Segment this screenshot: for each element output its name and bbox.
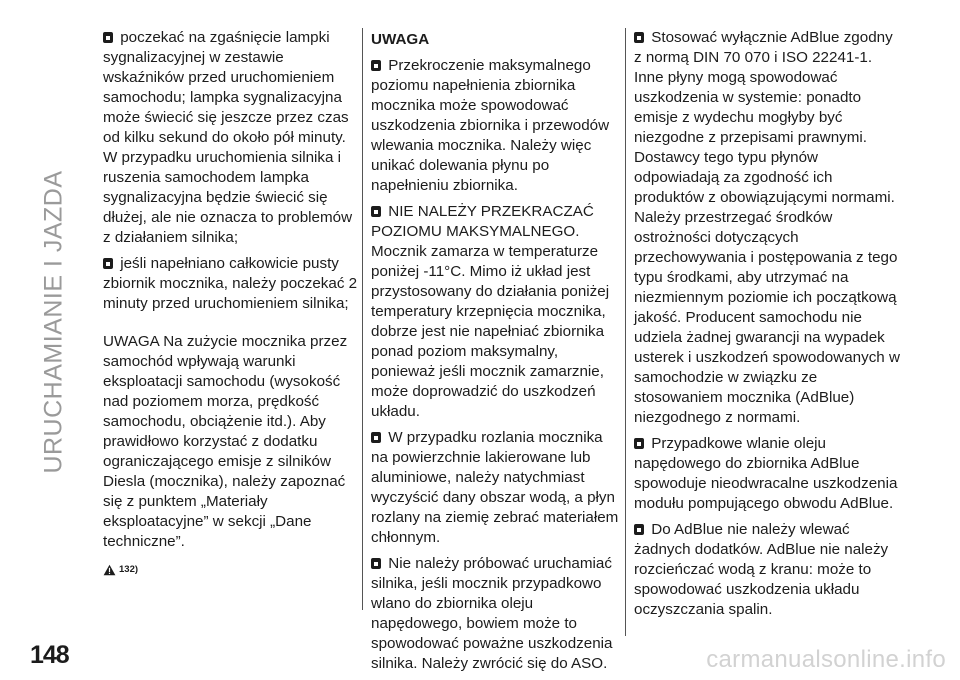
list-item — [634, 520, 904, 620]
list-item-text: Nie należy próbować uruchamiać silnika, jeśli mocznik przypadkowo wlano do zbiornika oleju napędowego, bowiem może to spowodować poważne uszkodzenia silnika. Należy zwrócić się do ASO. — [371, 555, 613, 672]
list-item-text: jeśli napełniano całkowicie pusty zbiornik mocznika, należy poczekać 2 minuty przed uruchomieniem silnika; — [103, 255, 358, 312]
list-item — [371, 428, 621, 548]
list-item — [103, 28, 361, 248]
list-item-text: NIE NALEŻY PRZEKRACZAĆ POZIOMU MAKSYMALNEGO. Mocznik zamarza w temperaturze poniżej -11°C. Mimo iż układ jest przystosowany do działania poniżej temperatury krzepnięcia mocznika, dobrze jest nie napełniać zbiornika ponad poziom maksymalny, ponieważ jeśli mocznik zamarznie, może doprowadzić do uszkodzeń układu. — [371, 203, 610, 420]
list-item-text: Do AdBlue nie należy wlewać żadnych dodatków. AdBlue nie należy rozcieńczać wodą z kranu: może to spowodować uszkodzenia układu oczyszczania spalin. — [634, 521, 889, 618]
column-3 — [634, 28, 904, 626]
bullet-icon — [634, 32, 644, 43]
list-item — [103, 254, 361, 314]
warning-heading: UWAGA — [371, 31, 430, 48]
list-item — [371, 202, 621, 422]
bullet-icon — [371, 558, 381, 569]
list-item-text: Przypadkowe wlanie oleju napędowego do zbiornika AdBlue spowoduje nieodwracalne uszkodzenia modułu pompującego obwodu AdBlue. — [634, 435, 898, 512]
list-item-text: Stosować wyłącznie AdBlue zgodny z normą DIN 70 070 i ISO 22241-1. Inne płyny mogą spowodować uszkodzenia w systemie: ponadto emisje z wydechu mogłyby być niezgodne z przepisami prawnymi. Dostawcy tego typu płynów odpowiadają za zgodność ich produktów z obowiązującymi normami. Należy przestrzegać środków ostrożności dotyczących przechowywania i postępowania z tego typu środkami, aby utrzymać na niezmiennym poziomie ich początkową jakość. Producent samochodu nie udziela żadnej gwarancji na wypadek usterek i uszkodzeń spowodowanych w samochodzie w związku ze stosowaniem mocznika (AdBlue) niezgodnego z normami. — [634, 29, 900, 426]
bullet-icon — [634, 524, 644, 535]
list-item — [371, 56, 621, 196]
bullet-icon — [634, 438, 644, 449]
watermark: carmanualsonline.info — [706, 646, 946, 673]
section-title-vertical: URUCHAMIANIE I JAZDA — [39, 170, 68, 474]
list-item — [634, 434, 904, 514]
bullet-icon — [103, 32, 113, 43]
list-item — [634, 28, 904, 428]
bullet-icon — [371, 60, 381, 71]
column-divider-left — [362, 28, 363, 610]
column-divider-right — [625, 28, 626, 636]
column-1 — [103, 28, 361, 580]
warning-reference-number: 132) — [119, 564, 139, 575]
warning-reference — [103, 560, 361, 580]
bullet-icon — [103, 258, 113, 269]
bullet-icon — [371, 432, 381, 443]
list-item-text: W przypadku rozlania mocznika na powierzchnie lakierowane lub aluminiowe, należy natychmiast wyczyścić dany obszar wodą, a płyn rozlany na ziemię zebrać materiałem chłonnym. — [371, 429, 619, 546]
note-paragraph: UWAGA Na zużycie mocznika przez samochód wpływają warunki eksploatacji samochodu (wysokość nad poziomem morza, prędkość samochodu, obciążenie itd.). Aby prawidłowo korzystać z dodatku ograniczającego emisje z silników Diesla (mocznika), należy zapoznać się z punktem „Materiały eksploatacyjne” w sekcji „Dane techniczne”. — [103, 333, 348, 550]
warning-triangle-icon — [103, 564, 116, 576]
list-item — [371, 554, 621, 674]
page-number: 148 — [30, 641, 69, 669]
bullet-icon — [371, 206, 381, 217]
column-2 — [371, 28, 621, 680]
list-item-text: Przekroczenie maksymalnego poziomu napełnienia zbiornika mocznika może spowodować uszkodzenia zbiornika i przewodów wlewania mocznika. Należy więc unikać dolewania płynu po napełnieniu zbiornika. — [371, 57, 610, 194]
list-item-text: poczekać na zgaśnięcie lampki sygnalizacyjnej w zestawie wskaźników przed uruchomieniem samochodu; lampka sygnalizacyjna może świecić się jeszcze przez czas od kilku sekund do około pół minuty. W przypadku uruchomienia silnika i ruszenia samochodem lampka sygnalizacyjna będzie świecić się dłużej, ale nie oznacza to problemów z działaniem silnika; — [103, 29, 353, 246]
